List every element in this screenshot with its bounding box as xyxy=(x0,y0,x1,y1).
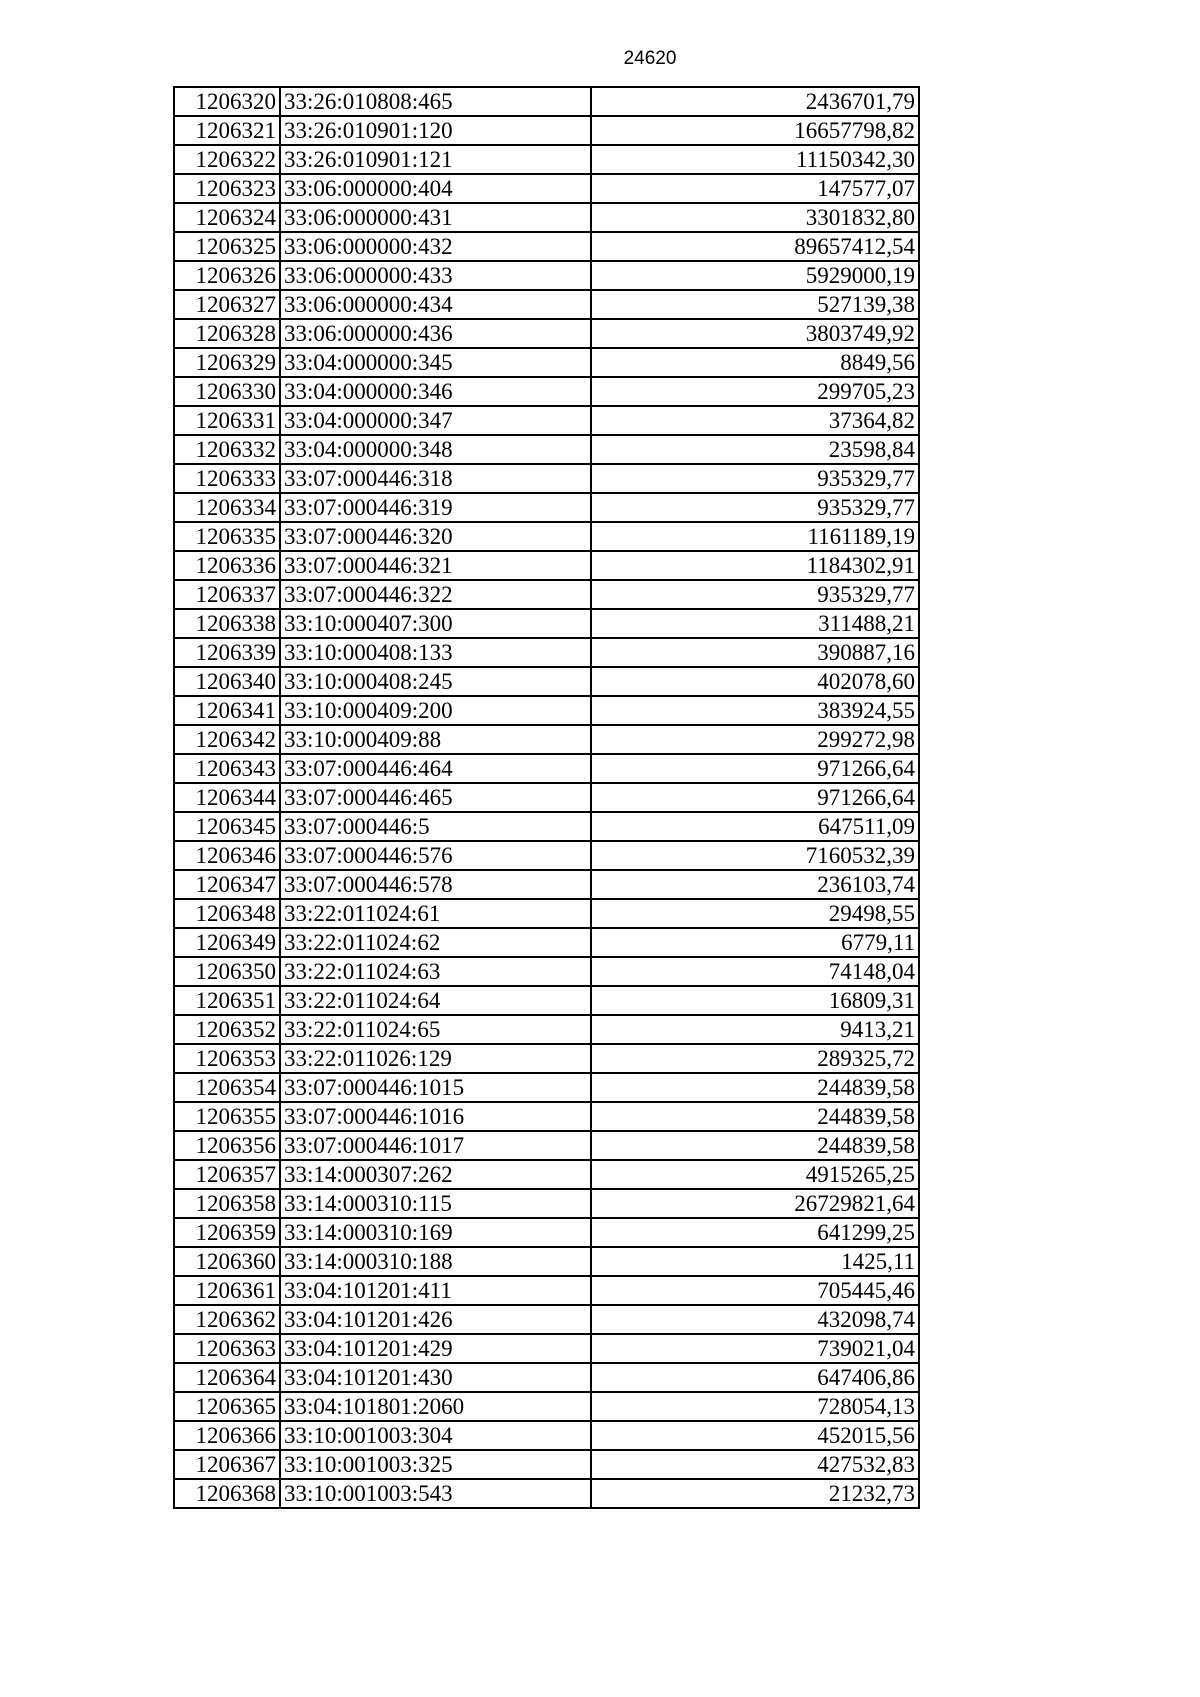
table-row xyxy=(174,638,919,667)
table-row xyxy=(174,522,919,551)
cadastral-number-cell: 33:07:000446:1016 xyxy=(280,1102,591,1131)
cadastral-number-cell: 33:14:000310:169 xyxy=(280,1218,591,1247)
table-row xyxy=(174,783,919,812)
table-row xyxy=(174,812,919,841)
cadastral-value-cell: 647406,86 xyxy=(591,1363,919,1392)
cadastral-number-cell: 33:07:000446:576 xyxy=(280,841,591,870)
row-number-cell: 1206320 xyxy=(174,87,280,116)
table-row xyxy=(174,754,919,783)
cadastral-value-cell: 383924,55 xyxy=(591,696,919,725)
cadastral-number-cell: 33:07:000446:5 xyxy=(280,812,591,841)
cadastral-number-cell: 33:07:000446:320 xyxy=(280,522,591,551)
row-number-cell: 1206330 xyxy=(174,377,280,406)
cadastral-value-cell: 728054,13 xyxy=(591,1392,919,1421)
cadastral-value-cell: 16809,31 xyxy=(591,986,919,1015)
table-row xyxy=(174,1015,919,1044)
cadastral-value-cell: 236103,74 xyxy=(591,870,919,899)
table-row xyxy=(174,232,919,261)
table-row xyxy=(174,203,919,232)
row-number-cell: 1206350 xyxy=(174,957,280,986)
row-number-cell: 1206351 xyxy=(174,986,280,1015)
row-number-cell: 1206364 xyxy=(174,1363,280,1392)
table-row xyxy=(174,551,919,580)
table-row xyxy=(174,899,919,928)
cadastral-value-cell: 935329,77 xyxy=(591,580,919,609)
cadastral-value-cell: 1184302,91 xyxy=(591,551,919,580)
table-row xyxy=(174,290,919,319)
cadastral-value-cell: 3803749,92 xyxy=(591,319,919,348)
table-row xyxy=(174,1102,919,1131)
row-number-cell: 1206322 xyxy=(174,145,280,174)
cadastral-value-cell: 4915265,25 xyxy=(591,1160,919,1189)
cadastral-number-cell: 33:10:001003:325 xyxy=(280,1450,591,1479)
cadastral-value-cell: 971266,64 xyxy=(591,783,919,812)
cadastral-value-cell: 6779,11 xyxy=(591,928,919,957)
row-number-cell: 1206335 xyxy=(174,522,280,551)
row-number-cell: 1206342 xyxy=(174,725,280,754)
cadastral-value-cell: 402078,60 xyxy=(591,667,919,696)
row-number-cell: 1206346 xyxy=(174,841,280,870)
cadastral-number-cell: 33:22:011026:129 xyxy=(280,1044,591,1073)
row-number-cell: 1206366 xyxy=(174,1421,280,1450)
cadastral-value-cell: 935329,77 xyxy=(591,493,919,522)
row-number-cell: 1206365 xyxy=(174,1392,280,1421)
cadastral-number-cell: 33:04:101201:429 xyxy=(280,1334,591,1363)
row-number-cell: 1206329 xyxy=(174,348,280,377)
cadastral-value-cell: 11150342,30 xyxy=(591,145,919,174)
cadastral-number-cell: 33:26:010808:465 xyxy=(280,87,591,116)
table-row xyxy=(174,725,919,754)
table-row xyxy=(174,435,919,464)
row-number-cell: 1206363 xyxy=(174,1334,280,1363)
page-number-text: 24620 xyxy=(623,48,677,69)
cadastral-value-cell: 37364,82 xyxy=(591,406,919,435)
cadastral-number-cell: 33:26:010901:121 xyxy=(280,145,591,174)
cadastral-number-cell: 33:10:000408:245 xyxy=(280,667,591,696)
cadastral-number-cell: 33:07:000446:318 xyxy=(280,464,591,493)
cadastral-value-cell: 705445,46 xyxy=(591,1276,919,1305)
cadastral-value-cell: 16657798,82 xyxy=(591,116,919,145)
row-number-cell: 1206348 xyxy=(174,899,280,928)
cadastral-number-cell: 33:06:000000:436 xyxy=(280,319,591,348)
cadastral-number-cell: 33:06:000000:404 xyxy=(280,174,591,203)
cadastral-value-cell: 9413,21 xyxy=(591,1015,919,1044)
table-row xyxy=(174,261,919,290)
cadastral-number-cell: 33:10:001003:304 xyxy=(280,1421,591,1450)
row-number-cell: 1206349 xyxy=(174,928,280,957)
table-row xyxy=(174,609,919,638)
cadastral-number-cell: 33:26:010901:120 xyxy=(280,116,591,145)
cadastral-value-cell: 244839,58 xyxy=(591,1073,919,1102)
table-row xyxy=(174,87,919,116)
row-number-cell: 1206353 xyxy=(174,1044,280,1073)
row-number-cell: 1206327 xyxy=(174,290,280,319)
cadastral-value-cell: 147577,07 xyxy=(591,174,919,203)
row-number-cell: 1206356 xyxy=(174,1131,280,1160)
table-row xyxy=(174,174,919,203)
table-row xyxy=(174,1218,919,1247)
row-number-cell: 1206331 xyxy=(174,406,280,435)
cadastral-number-cell: 33:10:000409:88 xyxy=(280,725,591,754)
cadastral-number-cell: 33:10:001003:543 xyxy=(280,1479,591,1508)
row-number-cell: 1206357 xyxy=(174,1160,280,1189)
row-number-cell: 1206334 xyxy=(174,493,280,522)
cadastral-number-cell: 33:22:011024:62 xyxy=(280,928,591,957)
table-row xyxy=(174,667,919,696)
table-row xyxy=(174,1305,919,1334)
row-number-cell: 1206321 xyxy=(174,116,280,145)
row-number-cell: 1206354 xyxy=(174,1073,280,1102)
table-row xyxy=(174,377,919,406)
cadastral-number-cell: 33:07:000446:1015 xyxy=(280,1073,591,1102)
page-number xyxy=(0,48,1200,70)
cadastral-number-cell: 33:04:101201:411 xyxy=(280,1276,591,1305)
table-row xyxy=(174,1479,919,1508)
cadastral-number-cell: 33:10:000409:200 xyxy=(280,696,591,725)
table-row xyxy=(174,348,919,377)
cadastral-value-cell: 427532,83 xyxy=(591,1450,919,1479)
cadastral-value-cell: 647511,09 xyxy=(591,812,919,841)
table-row xyxy=(174,1392,919,1421)
table-row xyxy=(174,957,919,986)
table-row xyxy=(174,1189,919,1218)
cadastral-number-cell: 33:07:000446:578 xyxy=(280,870,591,899)
cadastral-value-cell: 2436701,79 xyxy=(591,87,919,116)
cadastral-number-cell: 33:14:000310:115 xyxy=(280,1189,591,1218)
cadastral-value-cell: 527139,38 xyxy=(591,290,919,319)
cadastral-number-cell: 33:06:000000:434 xyxy=(280,290,591,319)
row-number-cell: 1206352 xyxy=(174,1015,280,1044)
table-row xyxy=(174,1131,919,1160)
table-row xyxy=(174,1363,919,1392)
row-number-cell: 1206368 xyxy=(174,1479,280,1508)
cadastral-number-cell: 33:22:011024:64 xyxy=(280,986,591,1015)
cadastral-value-cell: 26729821,64 xyxy=(591,1189,919,1218)
row-number-cell: 1206358 xyxy=(174,1189,280,1218)
cadastral-value-cell: 299705,23 xyxy=(591,377,919,406)
cadastral-number-cell: 33:07:000446:322 xyxy=(280,580,591,609)
cadastral-number-cell: 33:06:000000:433 xyxy=(280,261,591,290)
cadastral-number-cell: 33:14:000310:188 xyxy=(280,1247,591,1276)
row-number-cell: 1206362 xyxy=(174,1305,280,1334)
cadastral-value-cell: 89657412,54 xyxy=(591,232,919,261)
row-number-cell: 1206359 xyxy=(174,1218,280,1247)
cadastral-value-cell: 74148,04 xyxy=(591,957,919,986)
cadastral-number-cell: 33:07:000446:464 xyxy=(280,754,591,783)
row-number-cell: 1206340 xyxy=(174,667,280,696)
table-row xyxy=(174,1073,919,1102)
row-number-cell: 1206360 xyxy=(174,1247,280,1276)
table-row xyxy=(174,1160,919,1189)
cadastral-value-cell: 3301832,80 xyxy=(591,203,919,232)
cadastral-number-cell: 33:04:000000:348 xyxy=(280,435,591,464)
table-row xyxy=(174,319,919,348)
row-number-cell: 1206323 xyxy=(174,174,280,203)
table-row xyxy=(174,1450,919,1479)
table-row xyxy=(174,580,919,609)
cadastral-value-cell: 390887,16 xyxy=(591,638,919,667)
cadastral-number-cell: 33:04:000000:345 xyxy=(280,348,591,377)
cadastral-number-cell: 33:07:000446:321 xyxy=(280,551,591,580)
cadastral-number-cell: 33:04:000000:346 xyxy=(280,377,591,406)
table-body xyxy=(174,87,919,1508)
cadastral-value-cell: 971266,64 xyxy=(591,754,919,783)
cadastral-value-cell: 244839,58 xyxy=(591,1131,919,1160)
table-row xyxy=(174,145,919,174)
cadastral-value-cell: 311488,21 xyxy=(591,609,919,638)
cadastral-number-cell: 33:04:101201:430 xyxy=(280,1363,591,1392)
row-number-cell: 1206326 xyxy=(174,261,280,290)
cadastral-value-cell: 244839,58 xyxy=(591,1102,919,1131)
row-number-cell: 1206339 xyxy=(174,638,280,667)
cadastral-value-cell: 289325,72 xyxy=(591,1044,919,1073)
table-row xyxy=(174,1421,919,1450)
cadastral-number-cell: 33:10:000407:300 xyxy=(280,609,591,638)
cadastral-value-cell: 452015,56 xyxy=(591,1421,919,1450)
cadastral-value-cell: 7160532,39 xyxy=(591,841,919,870)
row-number-cell: 1206324 xyxy=(174,203,280,232)
table-row xyxy=(174,928,919,957)
cadastral-number-cell: 33:04:101201:426 xyxy=(280,1305,591,1334)
table-row xyxy=(174,1044,919,1073)
row-number-cell: 1206325 xyxy=(174,232,280,261)
cadastral-number-cell: 33:07:000446:319 xyxy=(280,493,591,522)
row-number-cell: 1206347 xyxy=(174,870,280,899)
row-number-cell: 1206336 xyxy=(174,551,280,580)
cadastral-value-cell: 641299,25 xyxy=(591,1218,919,1247)
cadastral-value-cell: 21232,73 xyxy=(591,1479,919,1508)
cadastral-number-cell: 33:07:000446:1017 xyxy=(280,1131,591,1160)
row-number-cell: 1206328 xyxy=(174,319,280,348)
cadastral-value-cell: 432098,74 xyxy=(591,1305,919,1334)
cadastral-value-cell: 935329,77 xyxy=(591,464,919,493)
row-number-cell: 1206333 xyxy=(174,464,280,493)
table-row xyxy=(174,406,919,435)
cadastral-number-cell: 33:22:011024:63 xyxy=(280,957,591,986)
table-row xyxy=(174,696,919,725)
row-number-cell: 1206344 xyxy=(174,783,280,812)
table-row xyxy=(174,1247,919,1276)
table-row xyxy=(174,986,919,1015)
cadastral-number-cell: 33:10:000408:133 xyxy=(280,638,591,667)
row-number-cell: 1206338 xyxy=(174,609,280,638)
row-number-cell: 1206345 xyxy=(174,812,280,841)
row-number-cell: 1206332 xyxy=(174,435,280,464)
cadastral-value-cell: 739021,04 xyxy=(591,1334,919,1363)
table-row xyxy=(174,870,919,899)
cadastral-number-cell: 33:14:000307:262 xyxy=(280,1160,591,1189)
table-row xyxy=(174,116,919,145)
row-number-cell: 1206343 xyxy=(174,754,280,783)
table-row xyxy=(174,464,919,493)
cadastral-value-cell: 29498,55 xyxy=(591,899,919,928)
table-row xyxy=(174,1276,919,1305)
row-number-cell: 1206367 xyxy=(174,1450,280,1479)
cadastral-number-cell: 33:04:000000:347 xyxy=(280,406,591,435)
cadastral-value-cell: 8849,56 xyxy=(591,348,919,377)
cadastral-value-cell: 23598,84 xyxy=(591,435,919,464)
row-number-cell: 1206337 xyxy=(174,580,280,609)
cadastral-value-table xyxy=(173,86,920,1509)
cadastral-number-cell: 33:22:011024:61 xyxy=(280,899,591,928)
table-row xyxy=(174,1334,919,1363)
cadastral-value-cell: 5929000,19 xyxy=(591,261,919,290)
cadastral-number-cell: 33:04:101801:2060 xyxy=(280,1392,591,1421)
row-number-cell: 1206361 xyxy=(174,1276,280,1305)
row-number-cell: 1206355 xyxy=(174,1102,280,1131)
row-number-cell: 1206341 xyxy=(174,696,280,725)
table-row xyxy=(174,841,919,870)
table-row xyxy=(174,493,919,522)
cadastral-value-cell: 1425,11 xyxy=(591,1247,919,1276)
cadastral-number-cell: 33:06:000000:431 xyxy=(280,203,591,232)
cadastral-value-cell: 299272,98 xyxy=(591,725,919,754)
cadastral-number-cell: 33:06:000000:432 xyxy=(280,232,591,261)
cadastral-number-cell: 33:07:000446:465 xyxy=(280,783,591,812)
cadastral-value-cell: 1161189,19 xyxy=(591,522,919,551)
cadastral-number-cell: 33:22:011024:65 xyxy=(280,1015,591,1044)
